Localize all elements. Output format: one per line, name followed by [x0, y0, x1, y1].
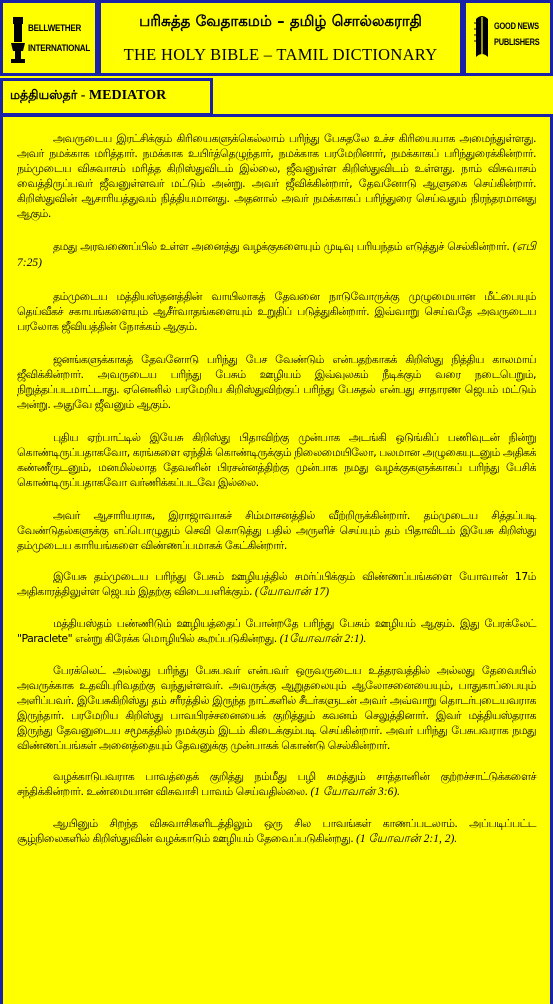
scripture-reference: (1 யோவான் 3:6).	[310, 786, 401, 798]
bellwether-logo	[0, 0, 98, 76]
content-box	[0, 114, 553, 1004]
paragraph-8	[17, 616, 536, 647]
good-news-logo-icon	[474, 13, 490, 61]
paragraph-text: அவர் ஆசாரியராக, இராஜாவாகச் சிம்மாசனத்தில் வீற்றிருக்கின்றார். தம்முடைய சித்தப்படி வேண்டுதல்களுக்கு எப்பொழுதும் செவி கொடுத்து பதில் அருளிச் செய்யும் தம் பிதாவிடம் இயேசு கிறிஸ்து தம்முடைய காரியங்களை விண்ணப்பமாகக் கேட்கின்றார்.	[17, 509, 536, 552]
scripture-reference: (1 யோவான் 2:1, 2).	[356, 833, 458, 845]
paragraph-5	[17, 430, 536, 490]
right-logo-line2: PUBLISHERS	[494, 37, 540, 48]
bellwether-logo-icon	[11, 17, 25, 63]
paragraph-1	[17, 131, 536, 221]
paragraph-text: புதிய ஏற்பாட்டில் இயேசு கிறிஸ்து பிதாவிற்கு முன்பாக அடங்கி ஒடுங்கிப் பணிவுடன் நின்று கொண்டிருப்பதாகவோ, கரங்களை ஏந்திக் கொண்டிருக்கும் நிலைமையிலோ, பலமான அழுகையுடனும் அதிகக் கண்ணீருடனும், மனமில்லாத தேவனின் பிரசன்னத்திற்கு முன்பாக நமது வழக்குகளுக்காகப் பரிந்து பேசிக் கொண்டிருப்பதாகவோ வர்ணிக்கப்படவே இல்லை.	[17, 431, 536, 489]
paragraph-text: ஆயினும் சிறந்த விசுவாசிகளிடத்திலும் ஒரு சில பாவங்கள் காணப்படலாம். அப்படிப்பட்ட சூழ்நிலைகளில் கிறிஸ்துவின் வழக்காடும் ஊழியம் தேவைப்படுகின்றது.	[17, 817, 536, 845]
paragraph-3	[17, 289, 536, 334]
dictionary-title-box	[98, 0, 463, 76]
section-title	[10, 87, 166, 104]
paragraph-text: இயேசு தம்முடைய பரிந்து பேசும் ஊழியத்தில் சமர்ப்பிக்கும் விண்ணப்பங்களை யோவான் 17ம் அதிகாரத்திலுள்ள ஜெபம் இதற்கு விடையளிக்கும்.	[17, 570, 536, 598]
paragraph-text: தம்முடைய மத்தியஸ்தனத்தின் வாயிலாகத் தேவனை நாடுவோருக்கு முழுமையான மீட்பையும் தெய்வீகச் சகாயங்களையும் ஆசீர்வாதங்களையும் உறுதிப் படுத்துகின்றார். இவ்வாறு செய்வதே அவருடைய பரலோக ஜீவியத்தின் நோக்கம் ஆகும்.	[17, 290, 536, 333]
paragraph-9	[17, 663, 536, 753]
paragraph-text: ஜனங்களுக்காகத் தேவனோடு பரிந்து பேச வேண்டும் என்பதற்காகக் கிறிஸ்து நித்திய காலமாய் ஜீவிக்கின்றார். அவருடைய பரிந்து பேசும் ஊழியம் இவ்வுலகம் நீடிக்கும் வரை நடைபெறும், நிறுத்தப்படமாட்டாது. ஏனெனில் பரமேறிய கிறிஸ்துவிற்குப் பரிந்து பேசுதல் என்பது சாதாரண ஜெபம் மட்டும் அன்று. அதுவே ஜீவனும் ஆகும்.	[17, 353, 536, 411]
article-body	[17, 131, 536, 863]
paragraph-10	[17, 769, 536, 800]
left-logo-line2: INTERNATIONAL	[28, 43, 91, 54]
scripture-reference: (எபி 7:25)	[17, 241, 536, 269]
scripture-reference: (யோவான் 17)	[254, 586, 330, 598]
section-title-box	[0, 78, 213, 116]
paragraph-text: மத்தியஸ்தம் பண்ணிடும் ஊழியத்தைப் போன்றதே பரிந்து பேசும் ஊழியம் ஆகும். இது பேரக்லேட் "Paraclete" என்று கிரேக்க மொழியில் கூறப்படுகின்றது.	[17, 617, 536, 645]
paragraph-text: வழக்காடுபவராக பாவத்தைக் குறித்து நம்மீது பழி சுமத்தும் சாத்தானின் குற்றச்சாட்டுக்களைச் சந்திக்கின்றார். உண்மையான விசுவாசி பாவம் செய்வதில்லை.	[17, 770, 536, 798]
paragraph-text: தமது அரவணைப்பில் உள்ள அனைத்து வழக்குகளையும் முடிவு பரியந்தம் எடுத்துச் செல்கின்றார்.	[53, 240, 510, 253]
paragraph-text: பேரக்லெட் அல்லது பரிந்து பேசுபவர் என்பவர் ஒருவருடைய உத்தரவத்தில் அல்லது தேவையில் அவருக்காக உதவிபுரிவதற்கு வந்துள்ளவர். அவருக்கு ஆறுதலையும் ஆலோசனையையும், பாதுகாப்பையும் அளிப்பவர். இயேசுகிறிஸ்து தம் சரீரத்தில் இருந்த நாட்களில் சீடர்களுடன் அவர் அவ்வாறு தொடர்புடையவராக இருந்தார். பரமேறிய கிறிஸ்து பாவபிரச்சனையைக் குறித்தும் கவனம் செலுத்தினார். இவர் மத்தியஸ்தராக இருந்து தேவனுடைய சமூகத்தில் நமக்கும் இடம் கிடைக்கும்படி செய்கின்றார். அவர் பரிந்து பேசுபவராக நமது விண்ணப்பங்கள் அனைத்தையும் தேவனுக்கு முன்பாகக் கொண்டு செல்கின்றார்.	[17, 664, 536, 752]
section-title-tamil: மத்தியஸ்தர்	[10, 87, 78, 102]
scripture-reference: (1யோவான் 2:1).	[279, 633, 367, 645]
paragraph-7	[17, 569, 536, 600]
paragraph-text: அவருடைய இரட்சிக்கும் கிரியைகளுக்கெல்லாம் பரிந்து பேசுதலே உச்ச கிரியையாக அமைந்துள்ளது. அவர் நமக்காக மரித்தார். நமக்காக உயிர்த்தெழுந்தார், நமக்காக பரமேறினார், நமக்காகப் பரிந்துரைக்கின்றார். நம்முடைய விசுவாசம் மரித்த கிறிஸ்துவிடம் இல்லை, ஜீவனுள்ள கிறிஸ்துவிடம் உள்ளது. நாம் விசுவாசம் வைத்திருப்பவர் ஜீவனுள்ளவர் மட்டும் அன்று. அவர் ஜீவிக்கின்றார், தேவனோடு ஆளுகை செய்கின்றார். கிறிஸ்துவின் ஆசாரியத்துவம் நித்தியமானது. அதனால் அவர் நமக்காகப் பரிந்துரை செய்வதும் நிரந்தரமானது ஆகும்.	[17, 132, 536, 220]
section-title-english: - MEDIATOR	[77, 88, 167, 103]
title-tamil: பரிசுத்த வேதாகமம் – தமிழ் சொல்லகராதி	[139, 12, 422, 30]
paragraph-4	[17, 352, 536, 412]
good-news-logo	[463, 0, 553, 76]
right-logo-line1: GOOD NEWS	[494, 21, 539, 32]
paragraph-11	[17, 816, 536, 847]
paragraph-2	[17, 239, 536, 271]
title-english: THE HOLY BIBLE – TAMIL DICTIONARY	[123, 45, 438, 64]
left-logo-line1: BELLWETHER	[28, 23, 82, 34]
paragraph-6	[17, 508, 536, 553]
